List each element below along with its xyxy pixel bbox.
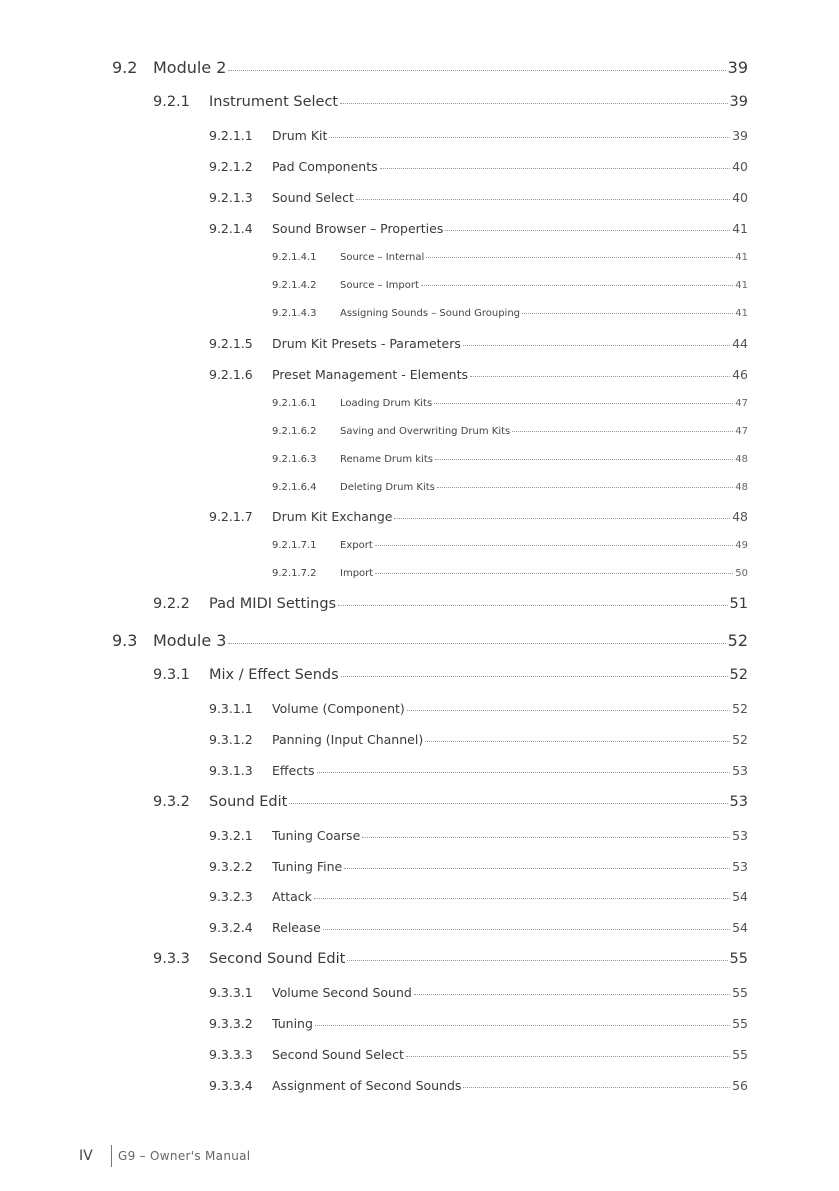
dot-leader: [338, 605, 727, 606]
toc-entry-number: 9.2.1.6.2: [272, 426, 317, 437]
dot-leader: [315, 1025, 730, 1026]
footer-divider: [111, 1145, 112, 1167]
dot-leader: [375, 573, 733, 574]
toc-entry-page: 40: [732, 159, 748, 174]
toc-entry[interactable]: [209, 509, 748, 524]
toc-entry-title: Release: [272, 920, 321, 935]
toc-entry[interactable]: [209, 221, 748, 236]
toc-entry-title: Instrument Select: [209, 94, 339, 110]
toc-entry-title: Volume (Component): [272, 701, 405, 716]
toc-entry-number: 9.3.2.1: [209, 828, 253, 843]
toc-entry-page: 47: [735, 426, 748, 437]
toc-entry-page: 39: [729, 94, 748, 110]
toc-entry-title: Drum Kit Presets - Parameters: [272, 336, 461, 351]
toc-entry-number: 9.2.1.7: [209, 509, 253, 524]
toc-entry-number: 9.3.3.4: [209, 1078, 253, 1093]
toc-entry-title: Export: [340, 540, 373, 551]
toc-entry-page: 53: [729, 794, 748, 810]
toc-entry-page: 53: [732, 859, 748, 874]
toc-entry-number: 9.3.3.1: [209, 985, 253, 1000]
toc-entry-number: 9.3.2: [153, 794, 190, 810]
toc-entry-page: 41: [735, 280, 748, 291]
toc-entry-title: Saving and Overwriting Drum Kits: [340, 426, 511, 437]
toc-entry-title: Source – Internal: [340, 252, 425, 263]
dot-leader: [522, 313, 733, 314]
toc-entry-page: 41: [735, 252, 748, 263]
toc-entry-number: 9.3.3: [153, 951, 190, 967]
toc-entry[interactable]: [272, 426, 748, 437]
toc-entry-number: 9.2.1.7.1: [272, 540, 317, 551]
toc-entry[interactable]: [209, 1047, 748, 1062]
toc-entry[interactable]: [209, 920, 748, 935]
toc-entry-number: 9.2.1.5: [209, 336, 253, 351]
toc-entry-number: 9.3.3.3: [209, 1047, 253, 1062]
toc-entry-title: Sound Edit: [209, 794, 288, 810]
toc-entry-title: Pad MIDI Settings: [209, 596, 337, 612]
dot-leader: [425, 741, 730, 742]
dot-leader: [470, 376, 730, 377]
toc-entry-number: 9.3.1.3: [209, 763, 253, 778]
dot-leader: [356, 199, 730, 200]
toc-entry-page: 54: [732, 920, 748, 935]
toc-entry-number: 9.2.1.2: [209, 159, 253, 174]
dot-leader: [426, 257, 733, 258]
toc-entry-number: 9.2.1.4.3: [272, 308, 317, 319]
toc-entry[interactable]: [272, 540, 748, 551]
dot-leader: [317, 772, 731, 773]
toc-entry[interactable]: [209, 190, 748, 205]
toc-entry[interactable]: [209, 985, 748, 1000]
toc-entry[interactable]: [209, 1078, 748, 1093]
toc-entry-title: Panning (Input Channel): [272, 732, 424, 747]
dot-leader: [380, 168, 730, 169]
toc-entry-number: 9.2.1.3: [209, 190, 253, 205]
toc-entry-page: 51: [729, 596, 748, 612]
page-footer: [79, 1144, 250, 1168]
dot-leader: [362, 837, 730, 838]
toc-entry-page: 49: [735, 540, 748, 551]
toc-entry[interactable]: [209, 367, 748, 382]
page-number: IV: [79, 1148, 93, 1164]
toc-entry-title: Deleting Drum Kits: [340, 482, 435, 493]
toc-entry[interactable]: [209, 128, 748, 143]
toc-entry-title: Import: [340, 568, 374, 579]
toc-entry-page: 55: [732, 1047, 748, 1062]
toc-entry[interactable]: [209, 1016, 748, 1031]
toc-entry[interactable]: [272, 308, 748, 319]
toc-entry[interactable]: [209, 889, 748, 904]
toc-entry-title: Drum Kit Exchange: [272, 509, 393, 524]
toc-entry-page: 39: [732, 128, 748, 143]
toc-entry-number: 9.3.1: [153, 667, 190, 683]
toc-entry-title: Mix / Effect Sends: [209, 667, 339, 683]
toc-entry-page: 55: [732, 1016, 748, 1031]
toc-entry[interactable]: [153, 794, 748, 810]
toc-entry-page: 50: [735, 568, 748, 579]
toc-entry-title: Effects: [272, 763, 315, 778]
dot-leader: [435, 459, 733, 460]
toc-entry-number: 9.2.1.7.2: [272, 568, 317, 579]
toc-entry[interactable]: [112, 58, 748, 77]
toc-entry-page: 56: [732, 1078, 748, 1093]
toc-entry-number: 9.2.1.6.3: [272, 454, 317, 465]
toc-entry-page: 52: [727, 631, 748, 650]
dot-leader: [344, 868, 730, 869]
toc-entry-number: 9.2.1.6: [209, 367, 253, 382]
toc-entry[interactable]: [272, 398, 748, 409]
toc-entry-title: Pad Components: [272, 159, 378, 174]
dot-leader: [463, 345, 730, 346]
toc-entry-title: Rename Drum kits: [340, 454, 433, 465]
toc-entry[interactable]: [209, 763, 748, 778]
toc-entry-page: 52: [729, 667, 748, 683]
toc-entry-page: 48: [735, 482, 748, 493]
toc-entry-title: Loading Drum Kits: [340, 398, 433, 409]
toc-entry-title: Second Sound Edit: [209, 951, 346, 967]
toc-entry-page: 48: [735, 454, 748, 465]
dot-leader: [340, 103, 727, 104]
toc-entry-page: 47: [735, 398, 748, 409]
toc-entry-number: 9.2.1.4: [209, 221, 253, 236]
toc-entry-page: 44: [732, 336, 748, 351]
toc-entry-title: Sound Select: [272, 190, 354, 205]
toc-entry[interactable]: [153, 951, 748, 967]
toc-entry-number: 9.2.1: [153, 94, 190, 110]
toc-entry-page: 48: [732, 509, 748, 524]
toc-entry-number: 9.3.2.2: [209, 859, 253, 874]
toc-entry-page: 52: [732, 701, 748, 716]
toc-entry-page: 39: [727, 58, 748, 77]
toc-entry[interactable]: [153, 667, 748, 683]
toc-entry-number: 9.2.1.4.1: [272, 252, 317, 263]
toc-entry-number: 9.2.1.1: [209, 128, 253, 143]
dot-leader: [421, 285, 733, 286]
dot-leader: [434, 403, 733, 404]
dot-leader: [463, 1087, 730, 1088]
toc-entry[interactable]: [209, 336, 748, 351]
toc-entry-page: 53: [732, 828, 748, 843]
toc-entry-title: Volume Second Sound: [272, 985, 412, 1000]
toc-entry[interactable]: [112, 631, 748, 650]
dot-leader: [414, 994, 730, 995]
toc-entry-number: 9.2: [112, 58, 138, 77]
toc-entry-page: 40: [732, 190, 748, 205]
toc-entry[interactable]: [209, 828, 748, 843]
toc-entry-number: 9.3.1.1: [209, 701, 253, 716]
toc-entry-number: 9.2.1.4.2: [272, 280, 317, 291]
toc-entry-number: 9.3.3.2: [209, 1016, 253, 1031]
dot-leader: [512, 431, 733, 432]
toc-entry-page: 55: [732, 985, 748, 1000]
toc-entry[interactable]: [272, 568, 748, 579]
dot-leader: [228, 643, 725, 644]
toc-entry[interactable]: [209, 701, 748, 716]
toc-entry[interactable]: [153, 596, 748, 612]
toc-entry-title: Preset Management - Elements: [272, 367, 469, 382]
manual-title: G9 – Owner's Manual: [118, 1149, 251, 1163]
dot-leader: [437, 487, 733, 488]
toc-entry-page: 41: [735, 308, 748, 319]
toc-entry-title: Tuning: [272, 1016, 313, 1031]
toc-entry-page: 54: [732, 889, 748, 904]
dot-leader: [314, 898, 730, 899]
toc-entry-title: Assigning Sounds – Sound Grouping: [340, 308, 520, 319]
toc-entry-page: 53: [732, 763, 748, 778]
dot-leader: [407, 710, 730, 711]
toc-entry-number: 9.3.2.3: [209, 889, 253, 904]
toc-entry-number: 9.3.1.2: [209, 732, 253, 747]
toc-entry-title: Source – Import: [340, 280, 419, 291]
dot-leader: [341, 676, 728, 677]
dot-leader: [394, 518, 730, 519]
toc-entry-number: 9.3: [112, 631, 138, 650]
toc-entry-number: 9.2.2: [153, 596, 190, 612]
toc-entry-number: 9.3.2.4: [209, 920, 253, 935]
dot-leader: [375, 545, 734, 546]
dot-leader: [347, 960, 727, 961]
toc-entry-title: Assignment of Second Sounds: [272, 1078, 462, 1093]
toc-entry[interactable]: [272, 252, 748, 263]
toc-entry-number: 9.2.1.6.1: [272, 398, 317, 409]
toc-entry[interactable]: [153, 94, 748, 110]
toc-entry-number: 9.2.1.6.4: [272, 482, 317, 493]
toc-entry[interactable]: [209, 732, 748, 747]
toc-entry-page: 46: [732, 367, 748, 382]
dot-leader: [406, 1056, 730, 1057]
dot-leader: [445, 230, 730, 231]
toc-entry-title: Second Sound Select: [272, 1047, 404, 1062]
toc-entry[interactable]: [272, 482, 748, 493]
dot-leader: [329, 137, 730, 138]
toc-entry-title: Tuning Fine: [272, 859, 343, 874]
toc-entry-page: 52: [732, 732, 748, 747]
toc-entry-title: Drum Kit: [272, 128, 328, 143]
toc-entry[interactable]: [272, 280, 748, 291]
toc-entry[interactable]: [272, 454, 748, 465]
toc-entry-title: Module 3: [153, 631, 227, 650]
dot-leader: [323, 929, 730, 930]
dot-leader: [228, 70, 725, 71]
toc-entry-page: 41: [732, 221, 748, 236]
toc-entry-title: Tuning Coarse: [272, 828, 361, 843]
dot-leader: [289, 803, 727, 804]
toc-entry-title: Attack: [272, 889, 312, 904]
toc-entry[interactable]: [209, 859, 748, 874]
toc-entry-page: 55: [729, 951, 748, 967]
toc-entry[interactable]: [209, 159, 748, 174]
toc-entry-title: Module 2: [153, 58, 227, 77]
toc-entry-title: Sound Browser – Properties: [272, 221, 444, 236]
